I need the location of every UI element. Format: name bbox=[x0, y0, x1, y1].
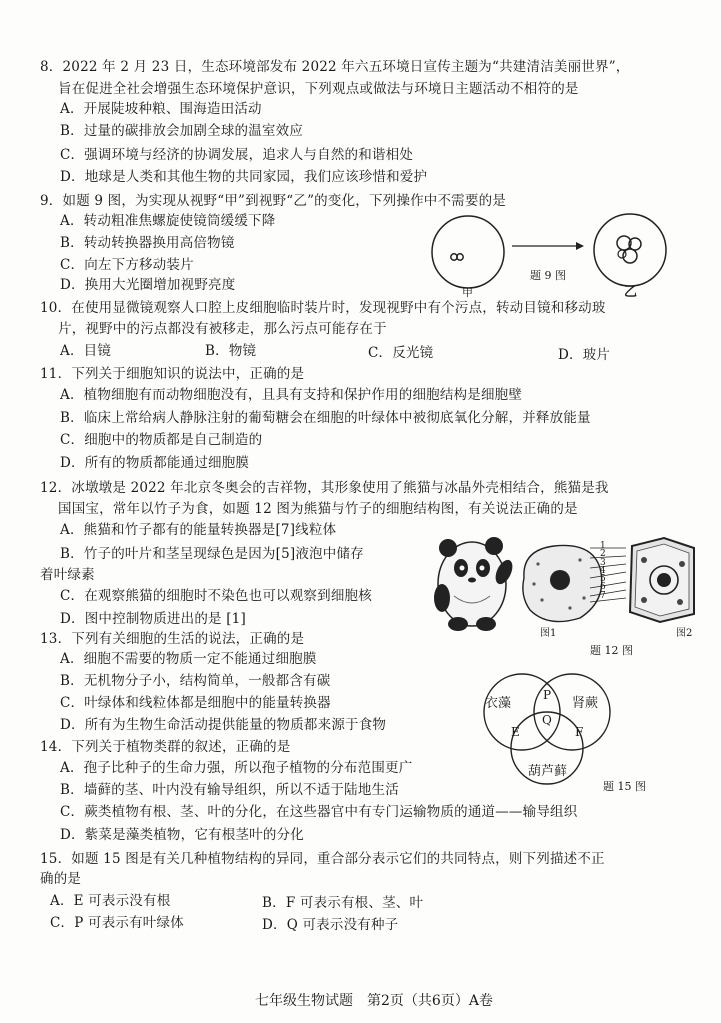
q14-option-b: B．墙藓的茎、叶内没有输导组织，所以不适于陆地生活 bbox=[60, 782, 399, 798]
q9-option-a: A．转动粗准焦螺旋使镜筒缓缓下降 bbox=[60, 213, 276, 229]
q9-option-d: D．换用大光圈增加视野亮度 bbox=[60, 277, 236, 293]
q15-option-a: A．E 可表示没有根 bbox=[50, 893, 171, 909]
q15-region-e: E bbox=[511, 725, 520, 739]
q13-option-c: C．叶绿体和线粒体都是细胞中的能量转换器 bbox=[60, 695, 331, 711]
q14-option-a: A．孢子比种子的生命力强，所以孢子植物的分布范围更广 bbox=[60, 760, 413, 776]
q15-region-p: P bbox=[543, 688, 552, 702]
q15-stem-line2: 确的是 bbox=[40, 871, 82, 887]
q9-label-yi: 乙 bbox=[624, 285, 638, 300]
q14-option-c: C．蕨类植物有根、茎、叶的分化，在这些器官中有专门运输物质的通道——输导组织 bbox=[60, 804, 578, 820]
q12-plant-cell-diagram bbox=[624, 536, 698, 624]
q12-number-2: 2 bbox=[600, 549, 606, 560]
q12-option-a: A．熊猫和竹子都有的能量转换器是[7]线粒体 bbox=[60, 522, 337, 538]
q9-stem: 9．如题 9 图，为实现从视野“甲”到视野“乙”的变化，下列操作中不需要的是 bbox=[40, 193, 506, 209]
q15-option-b: B．F 可表示有根、茎、叶 bbox=[262, 895, 424, 911]
q12-number-4: 4 bbox=[600, 565, 606, 576]
q10-option-a: A．目镜 bbox=[60, 343, 112, 359]
q12-number-6: 6 bbox=[600, 582, 606, 593]
q12-option-c: C．在观察熊猫的细胞时不染色也可以观察到细胞核 bbox=[60, 588, 372, 604]
page-footer: 七年级生物试题 第2页（共6页）A卷 bbox=[255, 993, 493, 1009]
q12-fig1-label: 图1 bbox=[540, 628, 557, 639]
q9-label-jia: 甲 bbox=[462, 286, 473, 299]
q12-panda-illustration bbox=[432, 532, 512, 632]
q8-option-b: B．过量的碳排放会加剧全球的温室效应 bbox=[60, 123, 304, 139]
q8-option-c: C．强调环境与经济的协调发展，追求人与自然的和谐相处 bbox=[60, 147, 414, 163]
q10-stem-line1: 10．在使用显微镜观察人口腔上皮细胞临时装片时，发现视野中有个污点，转动目镜和移动玻 bbox=[40, 300, 606, 316]
q11-option-c: C．细胞中的物质都是自己制造的 bbox=[60, 432, 263, 448]
q15-option-c: C．P 可表示有叶绿体 bbox=[50, 915, 184, 931]
q15-stem-line1: 15．如题 15 图是有关几种植物结构的异同，重合部分表示它们的共同特点，则下列描述不正 bbox=[40, 851, 605, 867]
q9-option-c: C．向左下方移动装片 bbox=[60, 257, 194, 273]
q11-option-a: A．植物细胞有而动物细胞没有，且具有支持和保护作用的细胞结构是细胞壁 bbox=[60, 387, 523, 403]
q12-stem-line1: 12．冰墩墩是 2022 年北京冬奥会的吉祥物，其形象使用了熊猫与冰晶外壳相结合，熊猫是我 bbox=[40, 480, 609, 496]
q12-number-7: 7 bbox=[600, 590, 606, 601]
q13-stem: 13．下列有关细胞的生活的说法，正确的是 bbox=[40, 631, 305, 647]
q12-option-b-line2: 着叶绿素 bbox=[40, 567, 95, 583]
q13-option-a: A．细胞不需要的物质一定不能通过细胞膜 bbox=[60, 651, 317, 667]
q10-stem-line2: 片，视野中的污点都没有被移走，那么污点可能存在于 bbox=[58, 321, 387, 337]
q14-option-d: D．紫菜是藻类植物，它有根茎叶的分化 bbox=[60, 827, 304, 843]
q12-caption: 题 12 图 bbox=[590, 644, 633, 657]
q11-option-b: B．临床上常给病人静脉注射的葡萄糖会在细胞的叶绿体中被彻底氧化分解，并释放能量 bbox=[60, 410, 591, 426]
q11-option-d: D．所有的物质都能通过细胞膜 bbox=[60, 455, 250, 471]
q10-option-d: D．玻片 bbox=[558, 347, 611, 363]
q12-structure-numbers bbox=[600, 542, 606, 600]
q15-label-right: 肾蕨 bbox=[572, 696, 599, 711]
q15-caption: 题 15 图 bbox=[603, 780, 646, 793]
q12-option-b-line1: B．竹子的叶片和茎呈现绿色是因为[5]液泡中储存 bbox=[60, 546, 364, 562]
q12-number-1: 1 bbox=[600, 541, 606, 551]
q12-number-5: 5 bbox=[600, 574, 606, 585]
q13-option-b: B．无机物分子小，结构简单，一般都含有碳 bbox=[60, 673, 331, 689]
q14-stem: 14．下列关于植物类群的叙述，正确的是 bbox=[40, 739, 291, 755]
q15-option-d: D．Q 可表示没有种子 bbox=[262, 917, 399, 933]
q12-number-3: 3 bbox=[600, 557, 606, 568]
q8-stem-line2: 旨在促进全社会增强生态环境保护意识，下列观点或做法与环境日主题活动不相符的是 bbox=[58, 81, 579, 97]
q9-option-b: B．转动转换器换用高倍物镜 bbox=[60, 235, 235, 251]
q15-region-q: Q bbox=[542, 713, 552, 727]
q15-label-left: 衣藻 bbox=[485, 696, 512, 711]
q12-option-d: D．图中控制物质进出的是 [1] bbox=[60, 611, 246, 627]
q10-option-c: C．反光镜 bbox=[368, 345, 434, 361]
q8-option-a: A．开展陡坡种粮、围海造田活动 bbox=[60, 101, 262, 117]
q12-fig2-label: 图2 bbox=[676, 628, 693, 639]
q8-option-d: D．地球是人类和其他生物的共同家园，我们应该珍惜和爱护 bbox=[60, 169, 428, 185]
q12-stem-line2: 国国宝，常年以竹子为食，如题 12 图为熊猫与竹子的细胞结构图，有关说法正确的是 bbox=[58, 501, 578, 517]
q15-label-bottom: 葫芦藓 bbox=[528, 764, 568, 779]
q11-stem: 11．下列关于细胞知识的说法中，正确的是 bbox=[40, 366, 305, 382]
q10-option-b: B．物镜 bbox=[205, 343, 257, 359]
q13-option-d: D．所有为生物生命活动提供能量的物质都来源于食物 bbox=[60, 717, 387, 733]
q8-stem-line1: 8．2022 年 2 月 23 日，生态环境部发布 2022 年六五环境日宣传主题为“共建清洁美丽世界”， bbox=[40, 59, 630, 75]
q9-caption: 题 9 图 bbox=[530, 269, 566, 282]
q15-region-f: F bbox=[575, 725, 584, 739]
